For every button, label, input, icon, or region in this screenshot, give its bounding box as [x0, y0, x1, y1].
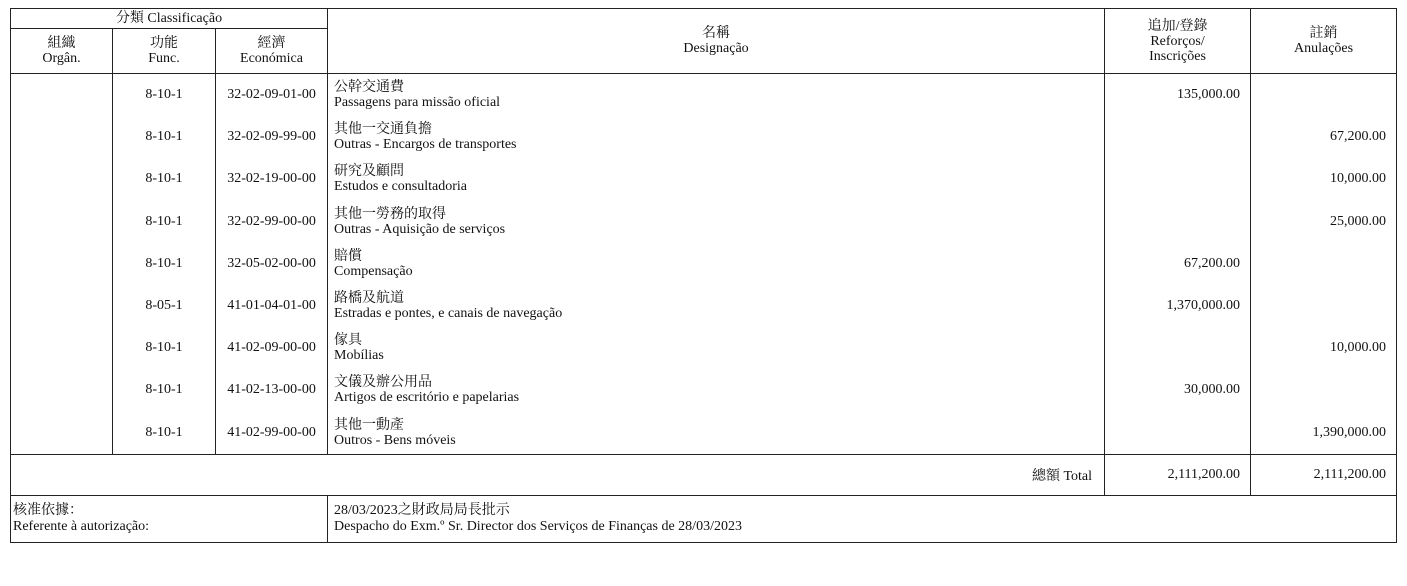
cancel-cell: [1251, 285, 1397, 327]
designation-cell: [328, 412, 1105, 455]
designation-zh: 公幹交通費: [334, 80, 405, 96]
authorization-row: [11, 495, 1397, 542]
cancel-cell: 10,000.00: [1251, 158, 1397, 200]
func-header-zh: 功能: [150, 36, 178, 51]
reinforce-cell: [1105, 201, 1251, 243]
designation-zh: 其他一交通負擔: [334, 122, 433, 138]
budget-transfer-table-container: [10, 8, 1397, 543]
designation-cell: [328, 158, 1105, 200]
cancel-header-pt: Anulações: [1293, 41, 1354, 56]
reinforce-cell: 1,370,000.00: [1105, 285, 1251, 327]
designation-cell: [328, 116, 1105, 158]
reinforce-cell: 67,200.00: [1105, 243, 1251, 285]
designation-pt: Artigos de escritório e papelarias: [334, 390, 520, 406]
table-row: [11, 116, 1397, 158]
organ-cell: [11, 412, 113, 455]
organ-header: [11, 29, 113, 74]
cancel-header-zh: 註銷: [1309, 26, 1338, 41]
cancel-cell: [1251, 243, 1397, 285]
authorization-label: [11, 495, 328, 542]
table-row: [11, 201, 1397, 243]
designation-pt: Compensação: [334, 263, 413, 279]
func-cell: 8-10-1: [113, 158, 216, 200]
table-body: [11, 74, 1397, 455]
func-cell: 8-05-1: [113, 285, 216, 327]
designation-cell: [328, 285, 1105, 327]
designation-pt: Estradas e pontes, e canais de navegação: [334, 306, 563, 322]
econ-cell: 32-05-02-00-00: [216, 243, 328, 285]
authorization-text-zh: 28/03/2023之財政局局長批示: [334, 502, 510, 518]
func-cell: 8-10-1: [113, 327, 216, 369]
table-row: [11, 327, 1397, 369]
organ-header-pt: Orgân.: [42, 51, 81, 66]
reinforce-cell: 30,000.00: [1105, 369, 1251, 411]
designation-cell: [328, 369, 1105, 411]
organ-cell: [11, 369, 113, 411]
econ-cell: 32-02-99-00-00: [216, 201, 328, 243]
reinforce-cell: [1105, 412, 1251, 455]
designation-pt: Outras - Aquisição de serviços: [334, 221, 506, 237]
econ-cell: 41-01-04-01-00: [216, 285, 328, 327]
designation-pt: Mobílias: [334, 348, 384, 364]
econ-header: [216, 29, 328, 74]
cancel-cell: [1251, 369, 1397, 411]
designation-zh: 賠償: [334, 248, 363, 264]
reinforce-header-zh: 追加/登錄: [1147, 18, 1208, 34]
table-row: [11, 158, 1397, 200]
econ-cell: 32-02-09-01-00: [216, 74, 328, 117]
authorization-text-pt: Despacho do Exm.º Sr. Director dos Serviços de Finanças de 28/03/2023: [334, 518, 742, 534]
organ-cell: [11, 158, 113, 200]
organ-cell: [11, 201, 113, 243]
func-cell: 8-10-1: [113, 116, 216, 158]
table-row: [11, 412, 1397, 455]
designation-zh: 路橋及航道: [334, 291, 405, 307]
cancel-cell: 25,000.00: [1251, 201, 1397, 243]
authorization-label-pt: Referente à autorização:: [13, 518, 150, 534]
organ-cell: [11, 285, 113, 327]
classification-header: 分類 Classificação: [11, 9, 328, 29]
total-reinforce: 2,111,200.00: [1105, 454, 1251, 495]
econ-header-pt: Económica: [240, 51, 303, 66]
designation-pt: Passagens para missão oficial: [334, 95, 501, 111]
func-cell: 8-10-1: [113, 412, 216, 455]
econ-cell: 41-02-13-00-00: [216, 369, 328, 411]
cancel-cell: [1251, 74, 1397, 117]
designation-zh: 研究及顧問: [334, 164, 405, 180]
func-cell: 8-10-1: [113, 369, 216, 411]
designation-header: [328, 9, 1105, 74]
econ-cell: 32-02-19-00-00: [216, 158, 328, 200]
designation-pt: Outras - Encargos de transportes: [334, 137, 517, 153]
cancel-header: [1251, 9, 1397, 74]
reinforce-header-pt1: Reforços/: [1150, 33, 1205, 49]
cancel-cell: 67,200.00: [1251, 116, 1397, 158]
reinforce-cell: [1105, 327, 1251, 369]
designation-zh: 文儀及辦公用品: [334, 375, 433, 391]
designation-zh: 其他一動產: [334, 417, 405, 433]
designation-cell: [328, 201, 1105, 243]
designation-cell: [328, 243, 1105, 285]
reinforce-header: [1105, 9, 1251, 74]
table-row: [11, 369, 1397, 411]
cancel-cell: 1,390,000.00: [1251, 412, 1397, 455]
func-header-pt: Func.: [148, 51, 180, 66]
reinforce-header-pt2: Inscrições: [1149, 48, 1206, 64]
organ-cell: [11, 243, 113, 285]
econ-cell: 41-02-09-00-00: [216, 327, 328, 369]
designation-pt: Outros - Bens móveis: [334, 432, 456, 448]
func-header: [113, 29, 216, 74]
table-row: [11, 285, 1397, 327]
total-cancel: 2,111,200.00: [1251, 454, 1397, 495]
authorization-text: [328, 495, 1397, 542]
func-cell: 8-10-1: [113, 74, 216, 117]
econ-cell: 32-02-09-99-00: [216, 116, 328, 158]
budget-transfer-table: [10, 8, 1397, 543]
organ-cell: [11, 327, 113, 369]
designation-zh: 傢具: [334, 333, 363, 349]
authorization-label-zh: 核准依據：: [13, 502, 83, 518]
organ-header-zh: 組織: [47, 36, 76, 51]
func-cell: 8-10-1: [113, 243, 216, 285]
func-cell: 8-10-1: [113, 201, 216, 243]
organ-cell: [11, 74, 113, 117]
organ-cell: [11, 116, 113, 158]
designation-pt: Estudos e consultadoria: [334, 179, 468, 195]
econ-header-zh: 經濟: [257, 36, 286, 51]
reinforce-cell: [1105, 158, 1251, 200]
designation-cell: [328, 327, 1105, 369]
table-row: [11, 243, 1397, 285]
cancel-cell: 10,000.00: [1251, 327, 1397, 369]
econ-cell: 41-02-99-00-00: [216, 412, 328, 455]
table-row: [11, 74, 1397, 117]
total-row: [11, 454, 1397, 495]
total-label: 總額 Total: [11, 454, 1105, 495]
reinforce-cell: 135,000.00: [1105, 74, 1251, 117]
reinforce-cell: [1105, 116, 1251, 158]
designation-cell: [328, 74, 1105, 117]
designation-header-pt: Designação: [683, 41, 749, 56]
designation-header-zh: 名稱: [702, 26, 731, 41]
designation-zh: 其他一勞務的取得: [334, 206, 447, 222]
